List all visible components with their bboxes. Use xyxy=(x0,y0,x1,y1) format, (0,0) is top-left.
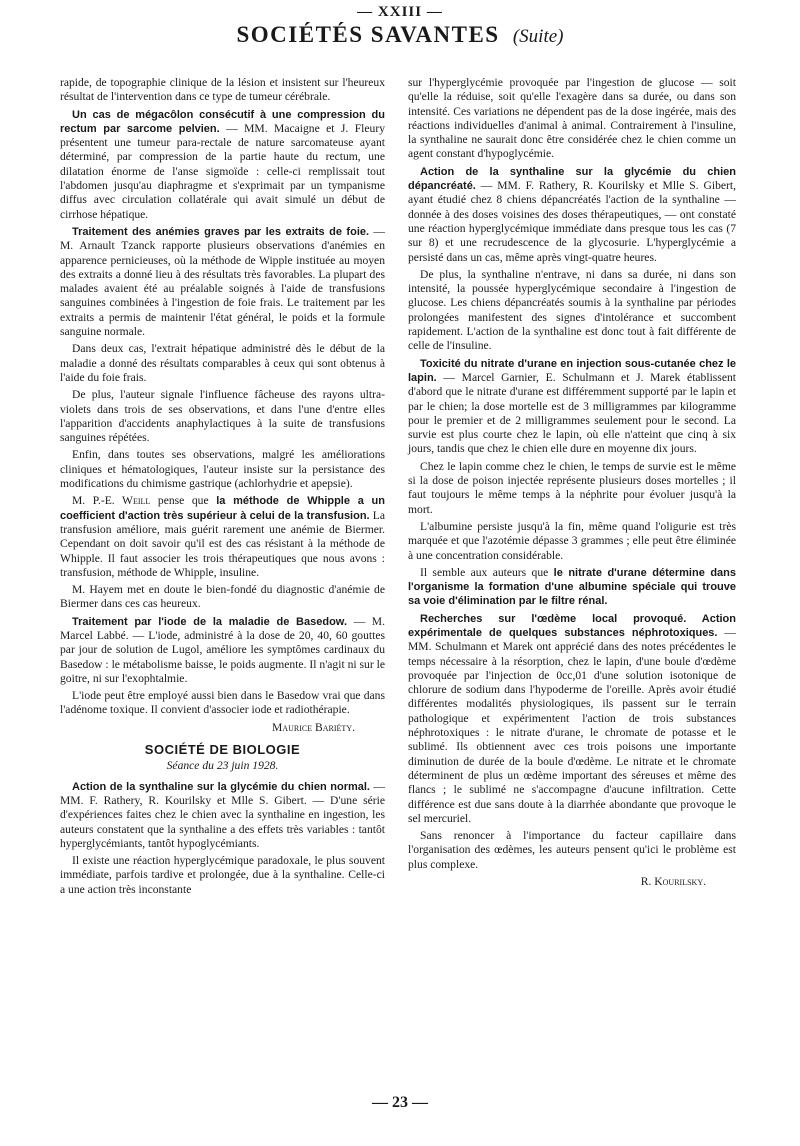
signature: R. Kourilsky. xyxy=(640,875,706,889)
paragraph: sur l'hyperglycémie provoquée par l'ingestion de glucose — soit qu'elle la réduise, soit qu'elle l'exagère dans sa durée, ou dans son intensité. Ces variations ne dépendent pas de la dose ingérée, mais des réactions individuelles d'animal à animal. Contrairement à l'insuline, la synthaline ne saurait donc être considérée chez le chien comme un agent constant d'hypoglycémie. xyxy=(408,76,736,161)
paragraph: De plus, l'auteur signale l'influence fâcheuse des rayons ultra-violets dans trois de ses observations, et dans l'une d'entre elles l'apparition d'accidents anaphylactiques à la suite de transfusions sanguines répétées. xyxy=(60,388,385,445)
paragraph: Chez le lapin comme chez le chien, le temps de survie est le même si la dose de poison injectée représente plusieurs doses mortelles ; il faut toujours le même temps à la néphrite pour évoluer jusqu'à la mort. xyxy=(408,459,736,516)
article-text: — Marcel Garnier, E. Schulmann et J. Marek établissent d'abord que le nitrate d'urane est différemment supporté par le lapin et par le chien; la dose mortelle est de 3 milligrammes par kilogramme pour le premier et de 2 milligrammes seulement pour le second. La survie est plus courte chez le lapin, où elle n'atteint que cinq à six jours, tandis que chez le chien elle dure en moyenne dix jours. xyxy=(408,370,736,456)
title-main: SOCIÉTÉS SAVANTES xyxy=(236,22,500,47)
article-emphasis: le nitrate d'urane détermine dans l'organisme la formation d'une albumine spéciale qui trouve sa voie d'élimination par le filtre rénal. xyxy=(408,566,736,608)
article-text: — MM. Schulmann et Marek ont apprécié dans des notes précédentes le temps nécessaire à la résorption, chez le lapin, d'une boule d'œdème provoquée par l'injection de 0cc,01 d'une solution isotonique de chlorure de sodium dans l'hypoderme de l'oreille. Après avoir étudié différentes modalités physiologiques, ils passent sur le terrain pathologique et expérimentent l'action de trois substances néphrotoxiques : le nitrate d'urane, le chromate de potasse et le sublimé. Ils obtiennent avec ces trois poisons une importante diminution de durée de la boule d'œdème. Le nitrate et le chromate déterminent de plus un œdème important des séreuses et même des flancs ; le sublimé ne s'accompagne d'aucune infiltration. Cette différence est due sans doute à la diarrhée abondante que provoque le sel mercuriel. xyxy=(408,625,736,825)
article-title: Traitement des anémies graves par les extraits de foie. xyxy=(72,225,370,238)
article-depancreate xyxy=(408,165,736,265)
section-date: Séance du 23 juin 1928. xyxy=(166,759,279,773)
page-roman-numeral: — XXIII — xyxy=(357,4,443,20)
article-title: Action de la synthaline sur la glycémie du chien dépancréaté. xyxy=(408,165,736,193)
section-title: SOCIÉTÉ DE BIOLOGIE xyxy=(144,742,301,758)
article-title: Toxicité du nitrate d'urane en injection sous-cutanée chez le lapin. xyxy=(408,357,736,384)
paragraph: Il existe une réaction hyperglycémique paradoxale, le plus souvent immédiate, parfois tardive et prolongée, due à la synthaline. Celle-ci a une action très inconstante xyxy=(60,854,385,896)
article-oedeme xyxy=(408,612,736,826)
page-title xyxy=(0,22,800,48)
left-column xyxy=(60,76,385,900)
paragraph: De plus, la synthaline n'entrave, ni dans sa durée, ni dans son intensité, la poussée hyperglycémique secondaire à l'ingestion de glucose. Les chiens dépancréatés soumis à la synthaline par périodes prolongées manifestent des signes d'intolérance et succombent rapidement. L'action de la synthaline est donc tout à fait différente de celle de l'insuline. xyxy=(408,267,736,353)
article-synthaline xyxy=(60,780,385,851)
article-weill xyxy=(60,494,385,580)
paragraph xyxy=(408,566,736,609)
article-emphasis: la méthode de Whipple a un coefficient d'action très supérieur à celui de la transfusion. xyxy=(60,495,385,522)
page-number: — 23 — xyxy=(372,1094,428,1111)
paragraph: Enfin, dans toutes ses observations, malgré les améliorations cliniques et hématologiques, l'auteur insiste sur la persistance des modifications du chimisme gastrique (achlorhydrie et apepsie). xyxy=(60,448,385,491)
paragraph: rapide, de topographie clinique de la lésion et insistent sur l'heureux résultat de l'intervention dans ce type de tumeur cérébrale. xyxy=(60,76,385,104)
article-urane xyxy=(408,357,736,457)
paragraph: Sans renoncer à l'importance du facteur capillaire dans l'organisation des œdèmes, les auteurs pensent qu'ici le problème est plus complexe. xyxy=(408,829,736,871)
paragraph: L'iode peut être employé aussi bien dans le Basedow vrai que dans l'adénome toxique. Il convient d'associer iode et radiothérapie. xyxy=(60,689,385,717)
article-basedow xyxy=(60,615,385,686)
article-title: Recherches sur l'œdème local provoqué. Action expérimentale de quelques substances néphrotoxiques. xyxy=(408,612,736,639)
title-suite: (Suite) xyxy=(512,26,564,47)
article-anemies xyxy=(60,225,385,339)
article-text: Il semble aux auteurs que xyxy=(420,565,549,579)
article-title: Un cas de mégacôlon consécutif à une compression du rectum par sarcome pelvien. xyxy=(60,108,385,135)
paragraph: Dans deux cas, l'extrait hépatique administré dès le début de la maladie a donné des résultats comparables à ceux qui sont obtenus à l'aide du foie frais. xyxy=(60,342,385,384)
author-name: M. P.-E. Weill xyxy=(72,494,151,508)
article-text: pense que xyxy=(157,494,209,508)
article-megacolon xyxy=(60,108,385,222)
article-title: Action de la synthaline sur la glycémie du chien normal. xyxy=(72,780,370,793)
article-text: La transfusion améliore, mais guérit rarement une anémie de Biermer. Cependant on doit savoir qu'il est des cas résistant à la méthode de Whipple. Il faut associer les trois thérapeutiques que nous avons : transfusion, méthode de Whipple, insuline. xyxy=(60,508,386,579)
right-column xyxy=(408,76,736,889)
article-text: — M. Arnault Tzanck rapporte plusieurs observations d'anémies en apparence pernicieuses, où la méthode de Wipple instituée au moyen des extraits a donné lieu à des résultats très favorables. La plupart des malades avaient été au préalable soignés à l'aide de transfusions sanguines combinées à l'ingestion de foie frais. Le traitement par les extraits a permis de maintenir l'état général, le poids et la formule sanguine normale. xyxy=(60,224,385,339)
article-title: Traitement par l'iode de la maladie de Basedow. xyxy=(72,615,348,628)
article-text: — MM. F. Rathery, R. Kourilsky et Mlle S. Gibert. — D'une série d'expériences faites chez le chien avec la synthaline en ingestion, les auteurs constatent que la synthaline a des effets très variables : tantôt hyperglycémiants, tantôt hypoglycémiants. xyxy=(60,779,385,850)
article-text: — MM. Macaigne et J. Fleury présentent une tumeur para-rectale de nature sarcomateuse ayant déterminé, par compression de la partie haute du rectum, une dilatation énorme de l'anse sigmoïde : celle-ci remplissait tout l'abdomen jusqu'au diaphragme et s'exprimait par un tympanisme diffus avec circulation collatérale qui avait simulé un début de cirrhose hépatique. xyxy=(60,121,385,221)
paragraph: M. Hayem met en doute le bien-fondé du diagnostic d'anémie de Biermer dans ces cas heureux. xyxy=(60,583,385,611)
article-text: — MM. F. Rathery, R. Kourilsky et Mlle S. Gibert, ayant étudié chez 8 chiens dépancréatés l'action de la synthaline — donnée à des doses voisines des doses thérapeutiques, — ont constaté une réaction hyperglycémique immédiate dans presque tous les cas (7 sur 8) et une recrudescence de la glycosurie. L'hyperglycémie a persisté dans un cas, même après vingt-quatre heures. xyxy=(408,179,737,264)
signature: Maurice Bariéty. xyxy=(272,720,355,734)
article-text: — M. Marcel Labbé. — L'iode, administré à la dose de 20, 40, 60 gouttes par jour de solution de Lugol, améliore les symptômes cardinaux du Basedow : le métabolisme baisse, le poids augmente. Il n'agit ni sur le goitre, ni sur l'exophtalmie. xyxy=(60,614,385,685)
paragraph: L'albumine persiste jusqu'à la fin, même quand l'oligurie est très marquée et que l'azotémie dépasse 3 grammes ; elle peut être éliminée à une concentration considérable. xyxy=(408,519,736,562)
